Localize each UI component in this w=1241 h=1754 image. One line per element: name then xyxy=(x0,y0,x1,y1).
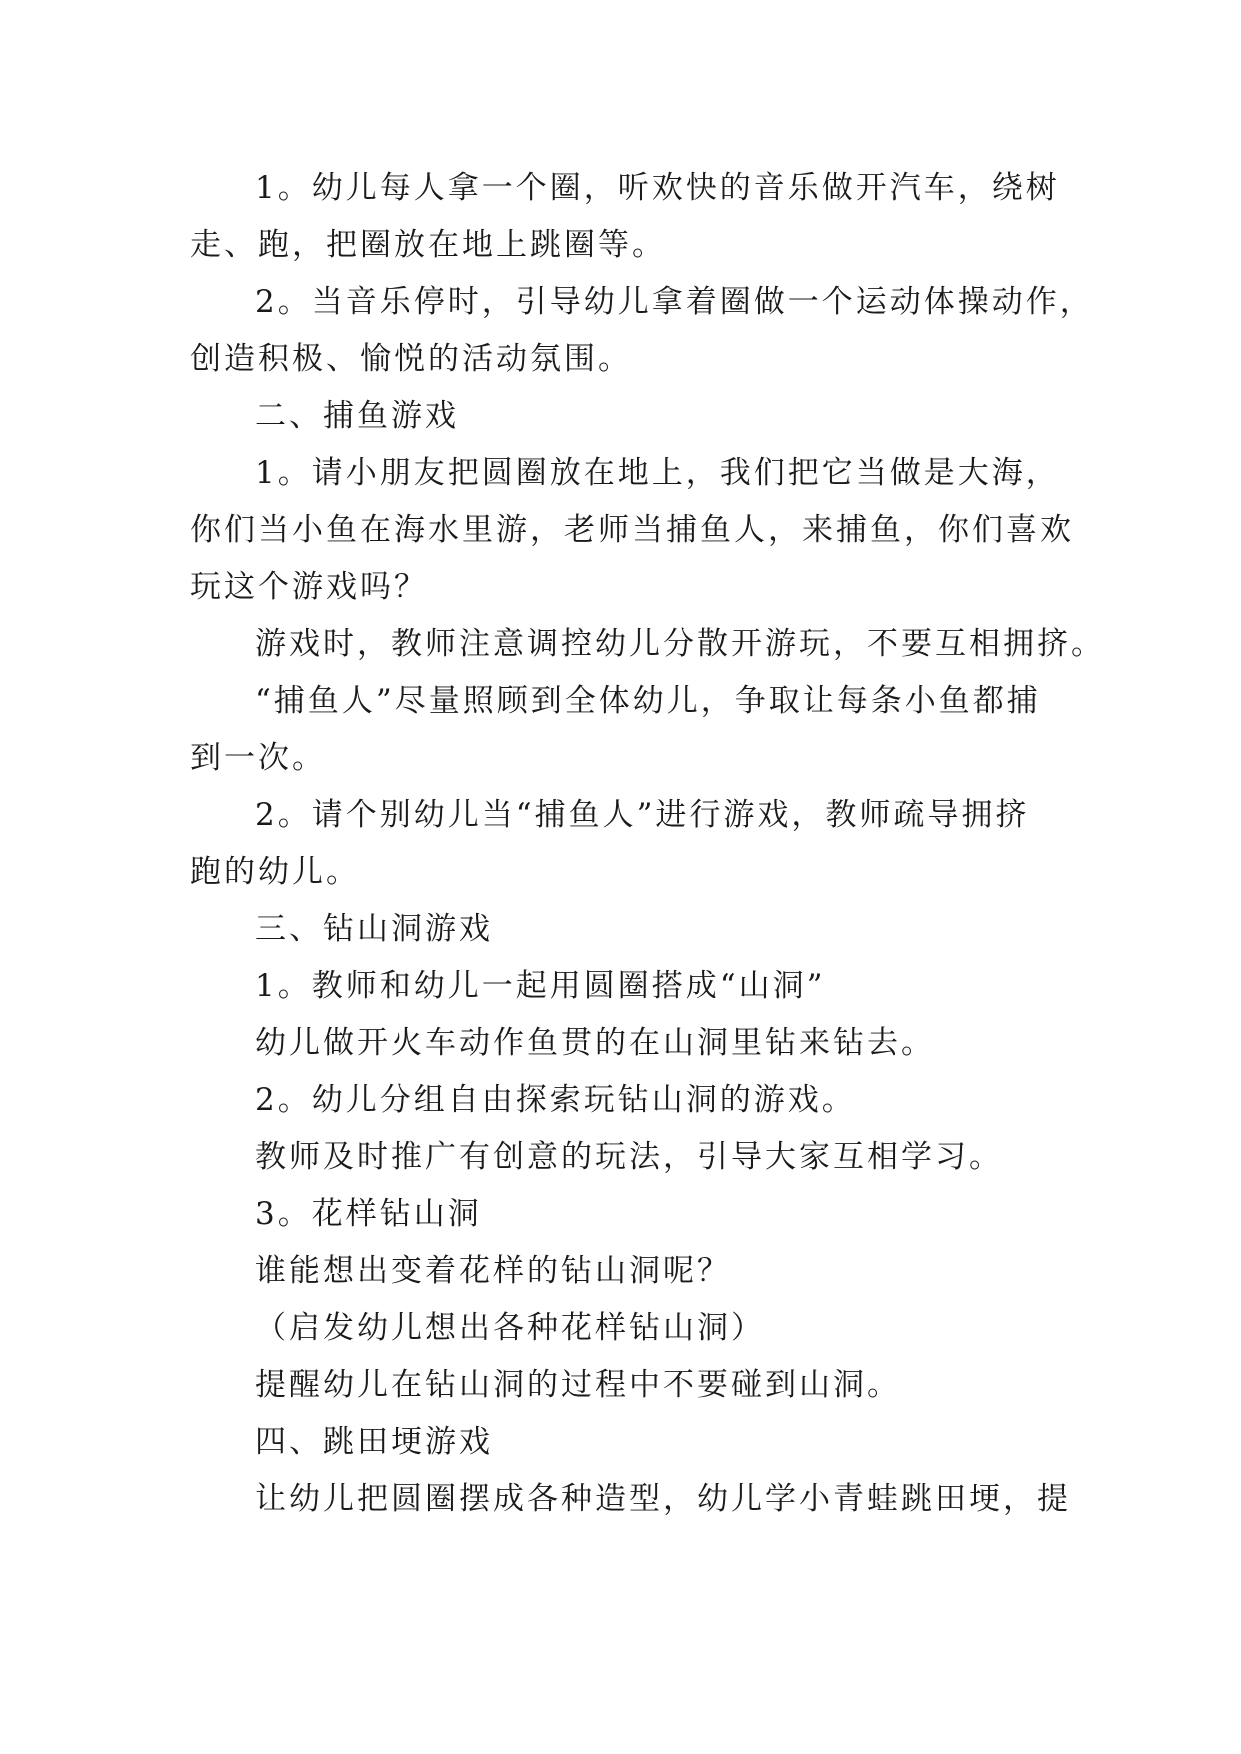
paragraph-line: 幼儿做开火车动作鱼贯的在山洞里钻来钻去。 xyxy=(255,1025,935,1061)
section-heading: 二、捕鱼游戏 xyxy=(255,398,459,434)
paragraph-line: 提醒幼儿在钻山洞的过程中不要碰到山洞。 xyxy=(255,1367,901,1403)
paragraph-line: 2。幼儿分组自由探索玩钻山洞的游戏。 xyxy=(255,1082,856,1118)
paragraph-line: 跑的幼儿。 xyxy=(190,854,360,890)
paragraph-line: 1。幼儿每人拿一个圈，听欢快的音乐做开汽车，绕树 xyxy=(255,170,1060,206)
paragraph-line: 走、跑，把圈放在地上跳圈等。 xyxy=(190,227,666,263)
paragraph-line: 1。请小朋友把圆圈放在地上，我们把它当做是大海， xyxy=(255,455,1060,491)
paragraph-line: 到一次。 xyxy=(190,740,326,776)
paragraph-line: 谁能想出变着花样的钻山洞呢？ xyxy=(255,1253,731,1289)
paragraph-line: 2。请个别幼儿当“捕鱼人”进行游戏，教师疏导拥挤 xyxy=(255,797,1030,833)
paragraph-line: 让幼儿把圆圈摆成各种造型，幼儿学小青蛙跳田埂，提 xyxy=(255,1481,1071,1517)
paragraph-line: “捕鱼人”尽量照顾到全体幼儿，争取让每条小鱼都捕 xyxy=(255,683,1041,719)
paragraph-line: 游戏时，教师注意调控幼儿分散开游玩，不要互相拥挤。 xyxy=(255,626,1105,662)
section-heading: 三、钻山洞游戏 xyxy=(255,911,493,947)
paragraph-line: 你们当小鱼在海水里游，老师当捕鱼人，来捕鱼，你们喜欢 xyxy=(190,512,1074,548)
paragraph-line: 2。当音乐停时，引导幼儿拿着圈做一个运动体操动作， xyxy=(255,284,1094,320)
paragraph-line: 玩这个游戏吗？ xyxy=(190,569,428,605)
paragraph-line: （启发幼儿想出各种花样钻山洞） xyxy=(255,1310,765,1346)
paragraph-line: 创造积极、愉悦的活动氛围。 xyxy=(190,341,632,377)
paragraph-line: 3。花样钻山洞 xyxy=(255,1196,482,1232)
paragraph-line: 1。教师和幼儿一起用圆圈搭成“山洞” xyxy=(255,968,826,1004)
section-heading: 四、跳田埂游戏 xyxy=(255,1424,493,1460)
paragraph-line: 教师及时推广有创意的玩法，引导大家互相学习。 xyxy=(255,1139,1003,1175)
